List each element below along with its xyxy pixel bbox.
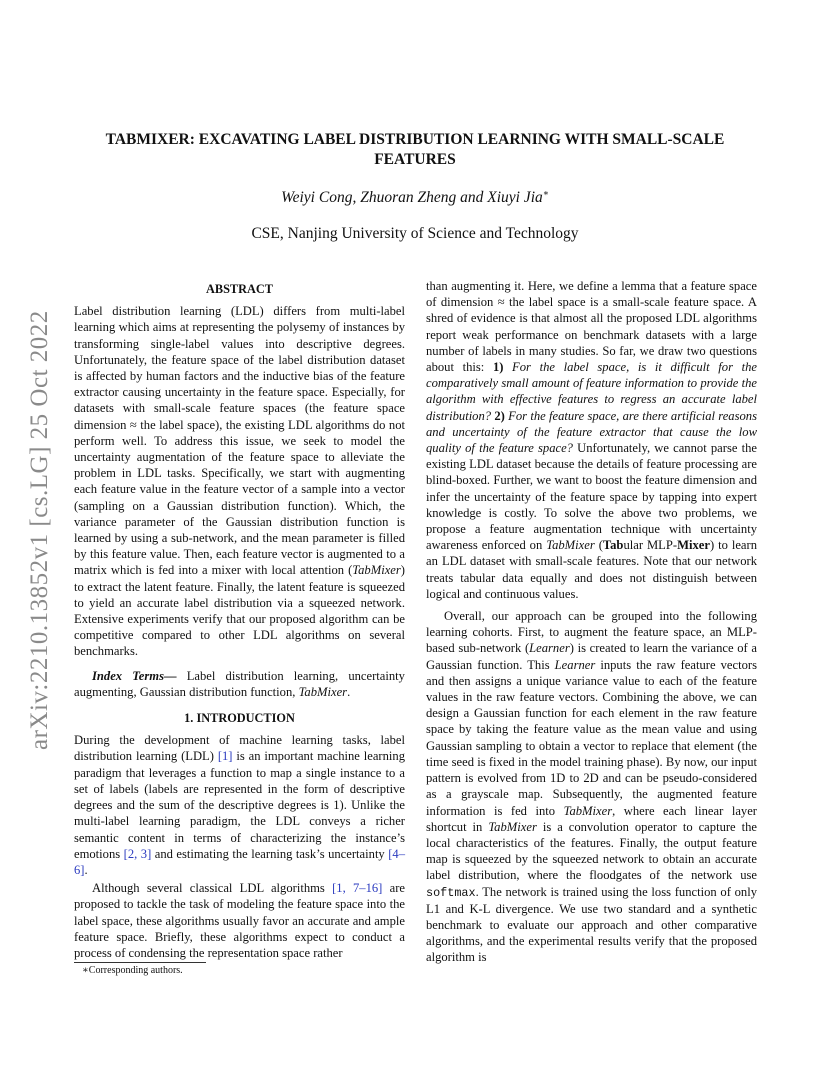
abstract-emphasis: TabMixer bbox=[352, 563, 401, 578]
tab-rest: ular MLP- bbox=[623, 538, 678, 553]
mixer-bold: Mixer bbox=[677, 538, 710, 553]
right-paragraph-2 bbox=[426, 608, 757, 965]
intro-paragraph-2 bbox=[74, 880, 405, 961]
footnote: ∗Corresponding authors. bbox=[82, 965, 183, 976]
index-terms-emphasis: TabMixer bbox=[298, 684, 348, 699]
question-2-number: 2) bbox=[491, 408, 505, 423]
intro-p1-text-b: is an important machine learning paradigm that leverages a function to map a single instance to a set of labels (labels are represented in the form of descriptive degrees and the sum of the descriptive degrees is 1). Unlike the multi-label learning paradigm, the LDL conveys a richer semantic content in terms of characterizing the instance’s emotions bbox=[74, 749, 405, 861]
intro-p1-text-c: and estimating the learning task’s uncertainty bbox=[151, 846, 389, 861]
right-paragraph-1 bbox=[426, 278, 757, 602]
right-p2-text-c: inputs the raw feature vectors and then assigns a unique variance value to each of the feature values in the raw feature vectors. Combining the above, we can design a Gaussian function for each element in the raw feature space by taking the feature value as the mean value and using Gaussian sampling to obtain a vector to replace that element (the time seed is fixed in the model training phase). By now, our input pattern is evolved from 1D to 2D and can be pseudo-considered as a grayscale map. Subsequently, the augmented feature information is fed into bbox=[426, 657, 757, 818]
abstract-heading: ABSTRACT bbox=[206, 282, 273, 296]
author-footnote-mark: ∗ bbox=[542, 188, 549, 198]
tabmixer-emphasis: TabMixer bbox=[563, 803, 613, 818]
learner-emphasis: Learner bbox=[554, 657, 596, 672]
title-line-1: TABMIXER: EXCAVATING LABEL DISTRIBUTION LEARNING WITH SMALL-SCALE bbox=[105, 131, 725, 148]
index-terms-label: Index Terms— bbox=[92, 668, 177, 683]
index-terms bbox=[74, 668, 405, 700]
tab-bold: Tab bbox=[602, 538, 624, 553]
right-p2-text-f: . The network is trained using the loss function of only L1 and K-L divergence. We use two standard and a synthetic benchmark to evaluate our approach and other comparative algorithms, and the experimental results verify that the proposed algorithm is bbox=[426, 884, 757, 965]
affiliation: CSE, Nanjing University of Science and Technology bbox=[251, 225, 579, 242]
abstract-text: Label distribution learning (LDL) differs from multi-label learning which aims at representing the polysemy of instances by transforming single-label values into descriptive degrees. Unfortunately, the feature space of the label distribution dataset is affected by human factors and the inductive bias of the feature extractor causing uncertainty in the feature space. Especially, for datasets with small-scale feature spaces (the feature space dimension ≈ the label space), the existing LDL algorithms do not perform well. To address this issue, we seek to model the uncertainty augmentation of the feature space to alleviate the problem in LDL tasks. Specifically, we start with augmenting each feature value in the feature vector of a sample into a vector (sampling on a Gaussian distribution function). Which, the variance parameter of the Gaussian distribution function is learned by using a sub-network, and the mean parameter is filled by this feature value. Then, each feature vector is augmented to a matrix which is fed into a mixer with local attention ( bbox=[74, 304, 405, 578]
question-2-text: For the feature space, are there artificial reasons and uncertainty of the feature extractor that cause the low quality of the feature space? bbox=[426, 408, 757, 456]
arxiv-identifier: arXiv:2210.13852v1 [cs.LG] 25 Oct 2022 bbox=[26, 310, 53, 750]
right-p2-text-d: , where each linear layer shortcut in bbox=[426, 803, 757, 834]
right-p1-text-b: Unfortunately, we cannot parse the existing LDL dataset because the details of feature processing are blind-boxed. Further, we want to boost the feature dimension and infer the uncertainty of the feature space by tapping into expert knowledge is costly. To solve the above two problems, we propose a feature augmentation technique with uncertainty awareness enforced on bbox=[426, 441, 757, 553]
question-1-text: For the label space, is it difficult for the comparatively small amount of feature information to provide the algorithm with effective features to regress an accurate label distribution? bbox=[426, 360, 757, 423]
intro-p1-text-a: During the development of machine learning tasks, label distribution learning (LDL) bbox=[74, 733, 405, 764]
footnote-divider bbox=[74, 962, 206, 963]
index-terms-end: . bbox=[347, 684, 351, 699]
title-line-2: FEATURES bbox=[374, 151, 456, 168]
right-p2-text-a: Overall, our approach can be grouped into the following learning cohorts. First, to augment the feature space, an MLP-based sub-network ( bbox=[426, 609, 757, 656]
abstract-body bbox=[74, 303, 405, 659]
right-column bbox=[426, 278, 757, 966]
intro-p2-text-b: are proposed to tackle the task of modeling the feature space into the label space, these algorithms usually favor an accurate and ample feature space. Briefly, these algorithms expect to conduct a process of condensing the representation space rather bbox=[74, 881, 405, 960]
author-list bbox=[74, 188, 756, 207]
learner-emphasis: Learner bbox=[529, 641, 570, 656]
citation-link[interactable]: [1] bbox=[217, 749, 233, 764]
intro-p2-text-a: Although several classical LDL algorithms bbox=[92, 881, 333, 896]
abstract-text-end: ) to extract the latent feature. Finally, the latent feature is squeezed to yield an accurate label distribution via a squeezed network. Extensive experiments verify that our proposed algorithm can be competitive compared to other LDL algorithms on several benchmarks. bbox=[74, 563, 405, 659]
right-p1-text-a: than augmenting it. Here, we define a lemma that a feature space of dimension ≈ the label space is a small-scale feature space. A shred of evidence is that almost all the proposed LDL algorithms report weak performance on benchmark datasets with a large number of labels in many studies. So far, we draw two questions about this: bbox=[426, 279, 757, 375]
right-p1-text-c: ( bbox=[594, 538, 603, 553]
right-p1-text-d: ) to learn an LDL dataset with small-scale features. Note that our network treats tabular data equally and does not distinguish between logical and continuous values. bbox=[426, 538, 757, 601]
left-column bbox=[74, 281, 405, 961]
index-terms-text: Label distribution learning, uncertainty augmenting, Gaussian distribution function, bbox=[74, 668, 405, 699]
softmax-code: softmax bbox=[426, 885, 476, 900]
intro-paragraph-1 bbox=[74, 732, 405, 878]
authors-text: Weiyi Cong, Zhuoran Zheng and Xiuyi Jia bbox=[281, 189, 543, 207]
tabmixer-emphasis: TabMixer bbox=[546, 538, 595, 553]
citation-link[interactable]: [4–6] bbox=[74, 846, 406, 877]
paper-title bbox=[74, 130, 756, 170]
question-1-number: 1) bbox=[492, 360, 504, 375]
tabmixer-emphasis: TabMixer bbox=[488, 819, 537, 834]
introduction-heading: 1. INTRODUCTION bbox=[184, 711, 295, 726]
citation-link[interactable]: [1, 7–16] bbox=[332, 881, 383, 896]
right-p2-text-e: is a convolution operator to capture the local characteristics of the features. Finally, the output feature map is squeezed by the squeezed network to obtain an accurate label distribution, where the floodgates of the network use bbox=[426, 819, 758, 883]
intro-p1-text-d: . bbox=[84, 862, 88, 877]
right-p2-text-b: ) is created to learn the variance of a Gaussian function. This bbox=[426, 641, 757, 672]
citation-link[interactable]: [2, 3] bbox=[123, 846, 152, 861]
